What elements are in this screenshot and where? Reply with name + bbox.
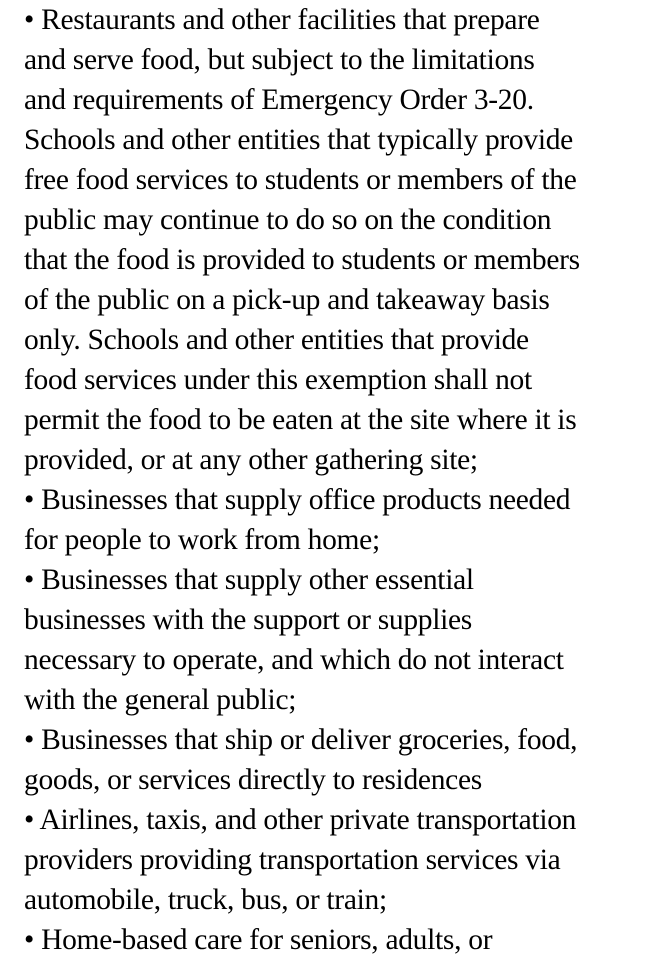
text-line-22: providers providing transportation services via — [24, 844, 561, 876]
text-line-9: only. Schools and other entities that provide — [24, 324, 529, 356]
text-line-11: permit the food to be eaten at the site where it is — [24, 404, 577, 436]
text-line-20: goods, or services directly to residences — [24, 764, 482, 796]
text-line-10: food services under this exemption shall not — [24, 364, 532, 396]
text-line-18: with the general public; — [24, 684, 297, 716]
text-line-17: necessary to operate, and which do not interact — [24, 644, 564, 676]
text-line-2: and serve food, but subject to the limitations — [24, 44, 535, 76]
text-line-4: Schools and other entities that typically provide — [24, 124, 573, 156]
text-line-1: • Restaurants and other facilities that prepare — [24, 4, 540, 36]
text-line-6: public may continue to do so on the condition — [24, 204, 552, 236]
text-line-23: automobile, truck, bus, or train; — [24, 884, 387, 916]
text-line-19: • Businesses that ship or deliver groceries, food, — [24, 724, 578, 756]
text-line-15: • Businesses that supply other essential — [24, 564, 474, 596]
text-line-3: and requirements of Emergency Order 3-20. — [24, 84, 534, 116]
text-line-7: that the food is provided to students or members — [24, 244, 580, 276]
text-line-5: free food services to students or members of the — [24, 164, 577, 196]
text-line-12: provided, or at any other gathering site; — [24, 444, 478, 476]
text-line-24: • Home-based care for seniors, adults, or — [24, 924, 493, 956]
text-line-14: for people to work from home; — [24, 524, 380, 556]
text-line-13: • Businesses that supply office products needed — [24, 484, 571, 516]
text-line-16: businesses with the support or supplies — [24, 604, 472, 636]
text-line-8: of the public on a pick-up and takeaway basis — [24, 284, 550, 316]
text-line-21: • Airlines, taxis, and other private transportation — [24, 804, 577, 836]
